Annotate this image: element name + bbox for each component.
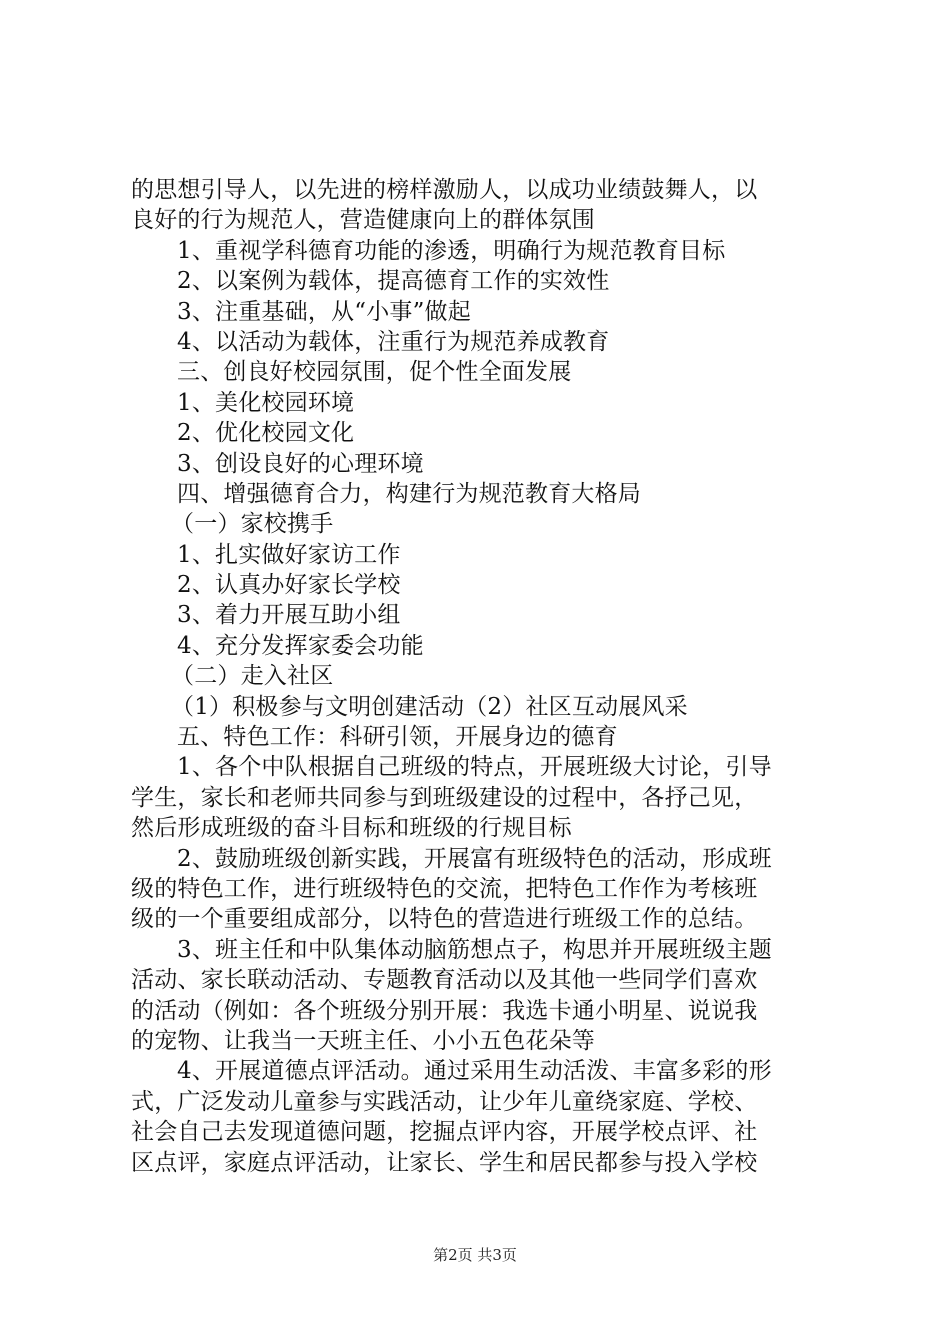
paragraph-line: 社会自己去发现道德问题，挖掘点评内容，开展学校点评、社 — [131, 1119, 758, 1146]
list-item: （1）积极参与文明创建活动（2）社区互动展风采 — [171, 693, 688, 720]
paragraph-line: 的活动（例如：各个班级分别开展：我选卡通小明星、说说我 — [131, 997, 758, 1024]
paragraph-line: 的思想引导人，以先进的榜样激励人，以成功业绩鼓舞人，以 — [131, 177, 758, 203]
list-item: 2、以案例为载体，提高德育工作的实效性 — [177, 268, 610, 295]
paragraph-line: 4、开展道德点评活动。通过采用生动活泼、丰富多彩的形 — [177, 1058, 772, 1085]
paragraph-line: 级的一个重要组成部分，以特色的营造进行班级工作的总结。 — [131, 906, 758, 933]
list-item: 2、认真办好家长学校 — [177, 572, 401, 599]
paragraph-line: 区点评，家庭点评活动，让家长、学生和居民都参与投入学校 — [131, 1149, 758, 1176]
paragraph-line: 1、各个中队根据自己班级的特点，开展班级大讨论，引导 — [177, 754, 772, 781]
list-item: 4、以活动为载体，注重行为规范养成教育 — [177, 328, 610, 355]
section-heading: 五、特色工作：科研引领，开展身边的德育 — [177, 724, 618, 751]
paragraph-line: 活动、家长联动活动、专题教育活动以及其他一些同学们喜欢 — [131, 967, 758, 994]
page-number: 第2页 共3页 — [433, 1246, 517, 1264]
paragraph-line: 的宠物、让我当一天班主任、小小五色花朵等 — [131, 1027, 595, 1054]
section-heading: 四、增强德育合力，构建行为规范教育大格局 — [177, 480, 641, 507]
list-item: 3、创设良好的心理环境 — [177, 450, 424, 477]
list-item: 2、优化校园文化 — [177, 420, 355, 447]
paragraph-line: 学生，家长和老师共同参与到班级建设的过程中，各抒己见， — [131, 784, 758, 811]
section-heading: 三、创良好校园氛围，促个性全面发展 — [177, 359, 572, 386]
list-item: 1、美化校园环境 — [177, 389, 355, 416]
document-body — [131, 175, 831, 1178]
paragraph-line: 级的特色工作，进行班级特色的交流，把特色工作作为考核班 — [131, 875, 758, 902]
list-item: 4、充分发挥家委会功能 — [177, 632, 424, 659]
list-item: 3、着力开展互助小组 — [177, 602, 401, 629]
paragraph-line: 良好的行为规范人，营造健康向上的群体氛围 — [131, 207, 595, 234]
paragraph-line: 2、鼓励班级创新实践，开展富有班级特色的活动，形成班 — [177, 845, 772, 872]
paragraph-line: 式，广泛发动儿童参与实践活动，让少年儿童绕家庭、学校、 — [131, 1088, 758, 1115]
subsection-heading: （一）家校携手 — [171, 511, 334, 538]
list-item: 3、注重基础，从“小事”做起 — [177, 298, 471, 325]
paragraph-line: 3、班主任和中队集体动脑筋想点子，构思并开展班级主题 — [177, 936, 772, 963]
list-item: 1、重视学科德育功能的渗透，明确行为规范教育目标 — [177, 237, 726, 264]
paragraph-line: 然后形成班级的奋斗目标和班级的行规目标 — [131, 815, 572, 842]
list-item: 1、扎实做好家访工作 — [177, 541, 401, 568]
subsection-heading: （二）走入社区 — [171, 663, 334, 690]
